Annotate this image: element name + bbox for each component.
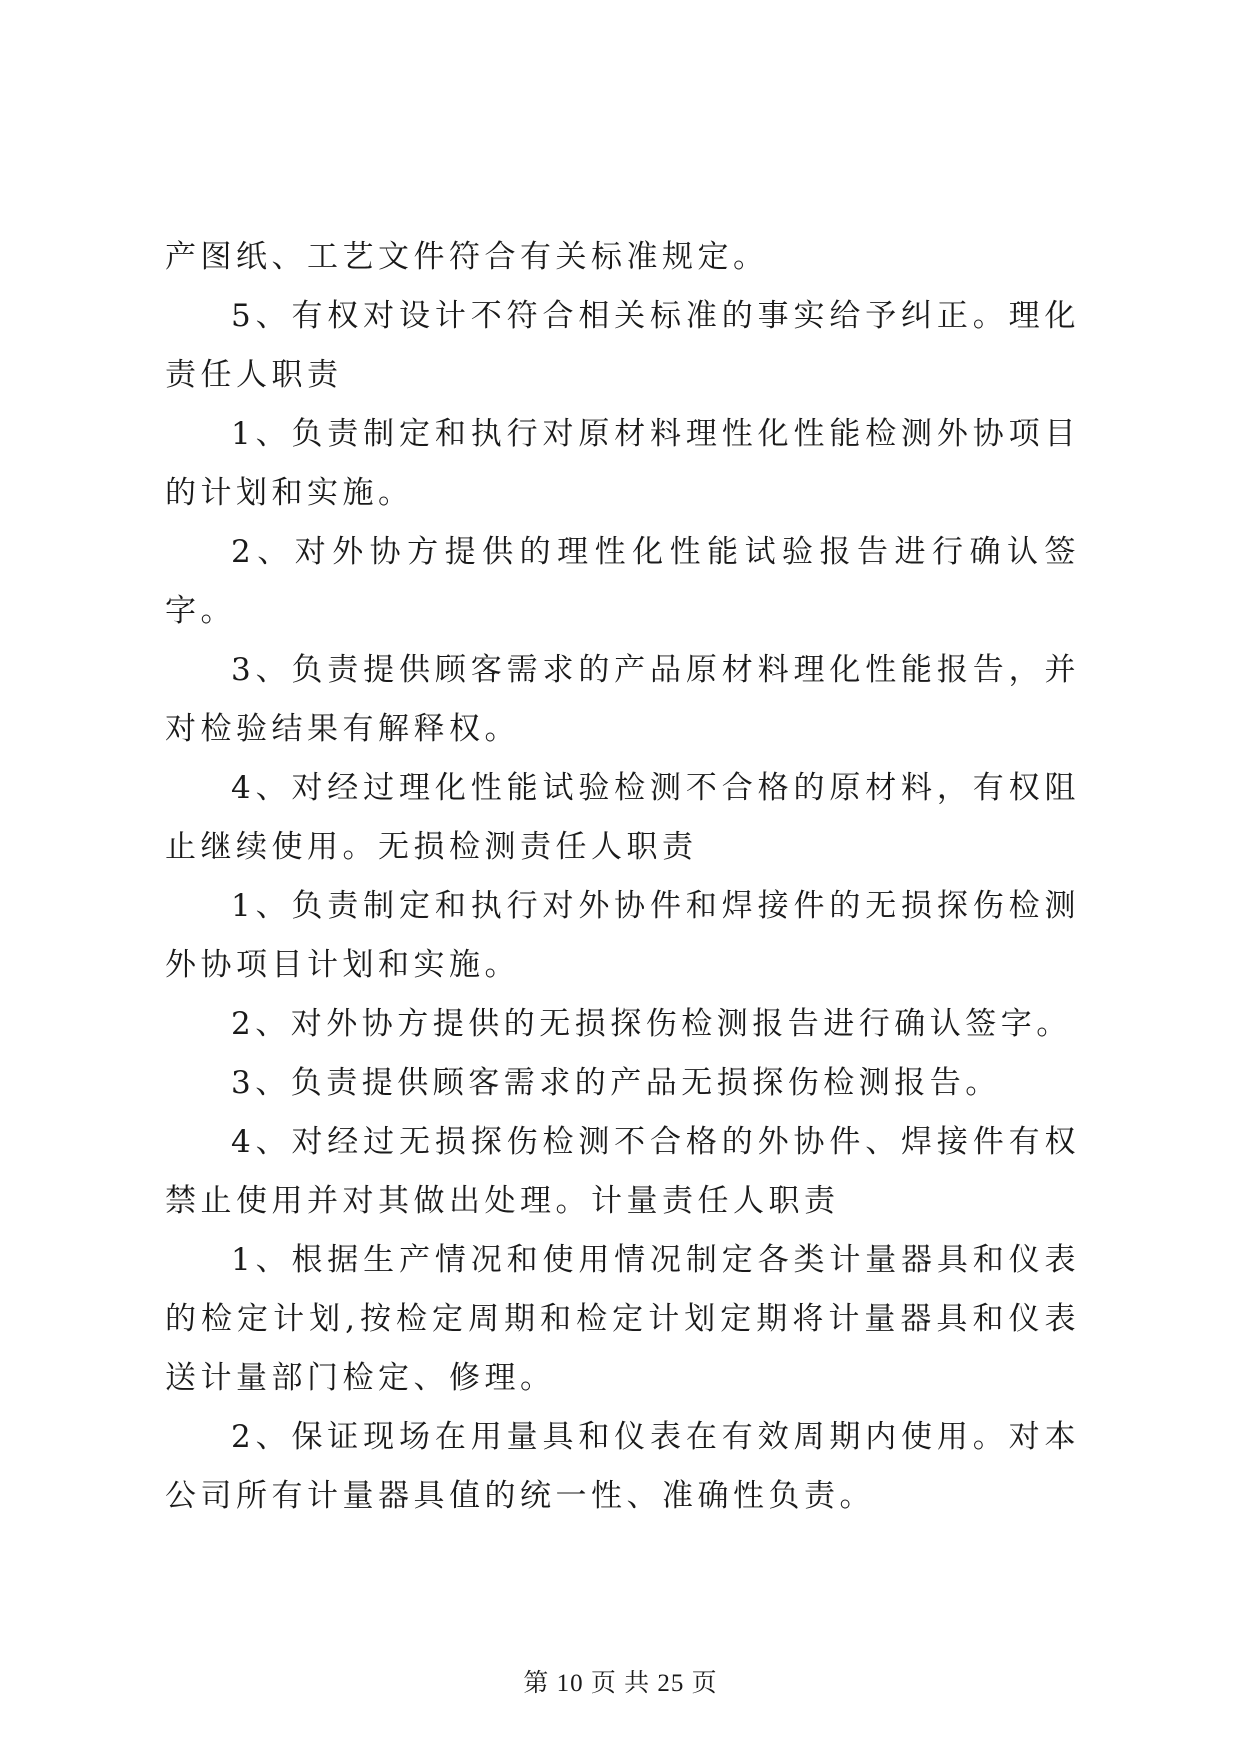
paragraph-9: 4、对经过无损探伤检测不合格的外协件、焊接件有权禁止使用并对其做出处理。计量责任人职责 — [165, 1124, 1080, 1219]
document-body — [165, 228, 1080, 1526]
paragraph-10: 1、根据生产情况和使用情况制定各类计量器具和仪表的检定计划,按检定周期和检定计划定期将计量器具和仪表送计量部门检定、修理。 — [165, 1242, 1080, 1396]
paragraph-3: 2、对外协方提供的理性化性能试验报告进行确认签字。 — [165, 534, 1080, 629]
paragraph-6: 1、负责制定和执行对外协件和焊接件的无损探伤检测外协项目计划和实施。 — [165, 888, 1080, 983]
paragraph-5: 4、对经过理化性能试验检测不合格的原材料，有权阻止继续使用。无损检测责任人职责 — [165, 770, 1080, 865]
paragraph-2: 1、负责制定和执行对原材料理性化性能检测外协项目的计划和实施。 — [165, 416, 1080, 511]
paragraph-1: 5、有权对设计不符合相关标准的事实给予纠正。理化责任人职责 — [165, 298, 1080, 393]
paragraph-11: 2、保证现场在用量具和仪表在有效周期内使用。对本公司所有计量器具值的统一性、准确性负责。 — [165, 1419, 1080, 1514]
paragraph-7: 2、对外协方提供的无损探伤检测报告进行确认签字。 — [231, 1006, 1072, 1042]
paragraph-4: 3、负责提供顾客需求的产品原材料理化性能报告，并对检验结果有解释权。 — [165, 652, 1080, 747]
paragraph-0: 产图纸、工艺文件符合有关标准规定。 — [165, 239, 769, 275]
page-number-footer: 第 10 页 共 25 页 — [523, 1670, 718, 1697]
paragraph-8: 3、负责提供顾客需求的产品无损探伤检测报告。 — [231, 1065, 1001, 1101]
